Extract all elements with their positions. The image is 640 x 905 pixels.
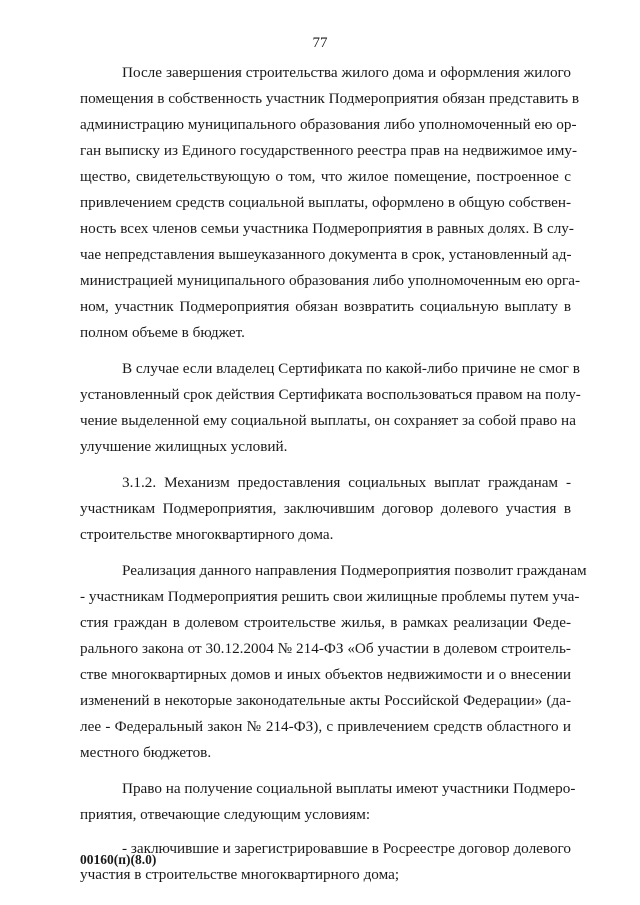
paragraph-eligibility xyxy=(80,776,576,828)
document-code: 00160(п)(8.0) xyxy=(80,852,157,867)
text-line: улучшение жилищных условий. xyxy=(80,438,288,455)
text-line: чение выделенной ему социальной выплаты, он сохраняет за собой право на xyxy=(80,412,576,429)
section-heading-3-1-2 xyxy=(80,470,571,548)
text-line: ном, участник Подмероприятия обязан возвратить социальную выплату в xyxy=(80,298,571,315)
text-line: приятия, отвечающие следующим условиям: xyxy=(80,806,371,823)
text-line: стве многоквартирных домов и иных объектов недвижимости и о внесении xyxy=(80,666,571,683)
document-body xyxy=(80,60,587,888)
text-line: привлечением средств социальной выплаты, оформлено в общую собствен- xyxy=(80,194,571,211)
text-line: рального закона от 30.12.2004 № 214-ФЗ «Об участии в долевом строитель- xyxy=(80,640,571,657)
text-line: полном объеме в бюджет. xyxy=(80,324,245,341)
text-line: - заключившие и зарегистрировавшие в Росреестре договор долевого xyxy=(122,840,571,857)
text-line: установленный срок действия Сертификата воспользоваться правом на полу- xyxy=(80,386,581,403)
text-line: администрацию муниципального образования либо уполномоченный ею ор- xyxy=(80,116,577,133)
text-line: ган выписку из Единого государственного реестра прав на недвижимое иму- xyxy=(80,142,578,159)
text-line: местного бюджетов. xyxy=(80,744,212,761)
text-line: министрацией муниципального образования либо уполномоченным ею орга- xyxy=(80,272,581,289)
text-line: участникам Подмероприятия, заключившим договор долевого участия в xyxy=(80,500,571,517)
text-line: 3.1.2. Механизм предоставления социальных выплат гражданам - xyxy=(122,474,571,491)
paragraph-certificate-holder xyxy=(80,356,581,460)
text-line: В случае если владелец Сертификата по какой-либо причине не смог в xyxy=(122,360,580,377)
paragraph-ownership-registration xyxy=(80,60,581,346)
text-line: изменений в некоторые законодательные акты Российской Федерации» (да- xyxy=(80,692,571,709)
text-line: Реализация данного направления Подмероприятия позволит гражданам xyxy=(122,562,587,579)
page-number: 77 xyxy=(312,35,328,51)
text-line: После завершения строительства жилого дома и оформления жилого xyxy=(122,64,571,81)
paragraph-implementation xyxy=(80,558,587,766)
text-line: - участникам Подмероприятия решить свои жилищные проблемы путем уча- xyxy=(80,588,580,605)
text-line: лее - Федеральный закон № 214-ФЗ), с привлечением средств областного и xyxy=(80,718,571,735)
text-line: Право на получение социальной выплаты имеют участники Подмеро- xyxy=(122,780,576,797)
text-line: помещения в собственность участник Подмероприятия обязан представить в xyxy=(80,90,580,107)
text-line: строительстве многоквартирного дома. xyxy=(80,526,334,543)
text-line: ность всех членов семьи участника Подмероприятия в равных долях. В слу- xyxy=(80,220,574,237)
text-line: стия граждан в долевом строительстве жилья, в рамках реализации Феде- xyxy=(80,614,571,631)
text-line: чае непредставления вышеуказанного документа в срок, установленный ад- xyxy=(80,246,572,263)
text-line: щество, свидетельствующую о том, что жилое помещение, построенное с xyxy=(80,168,571,185)
text-line: участия в строительстве многоквартирного дома; xyxy=(80,866,400,883)
